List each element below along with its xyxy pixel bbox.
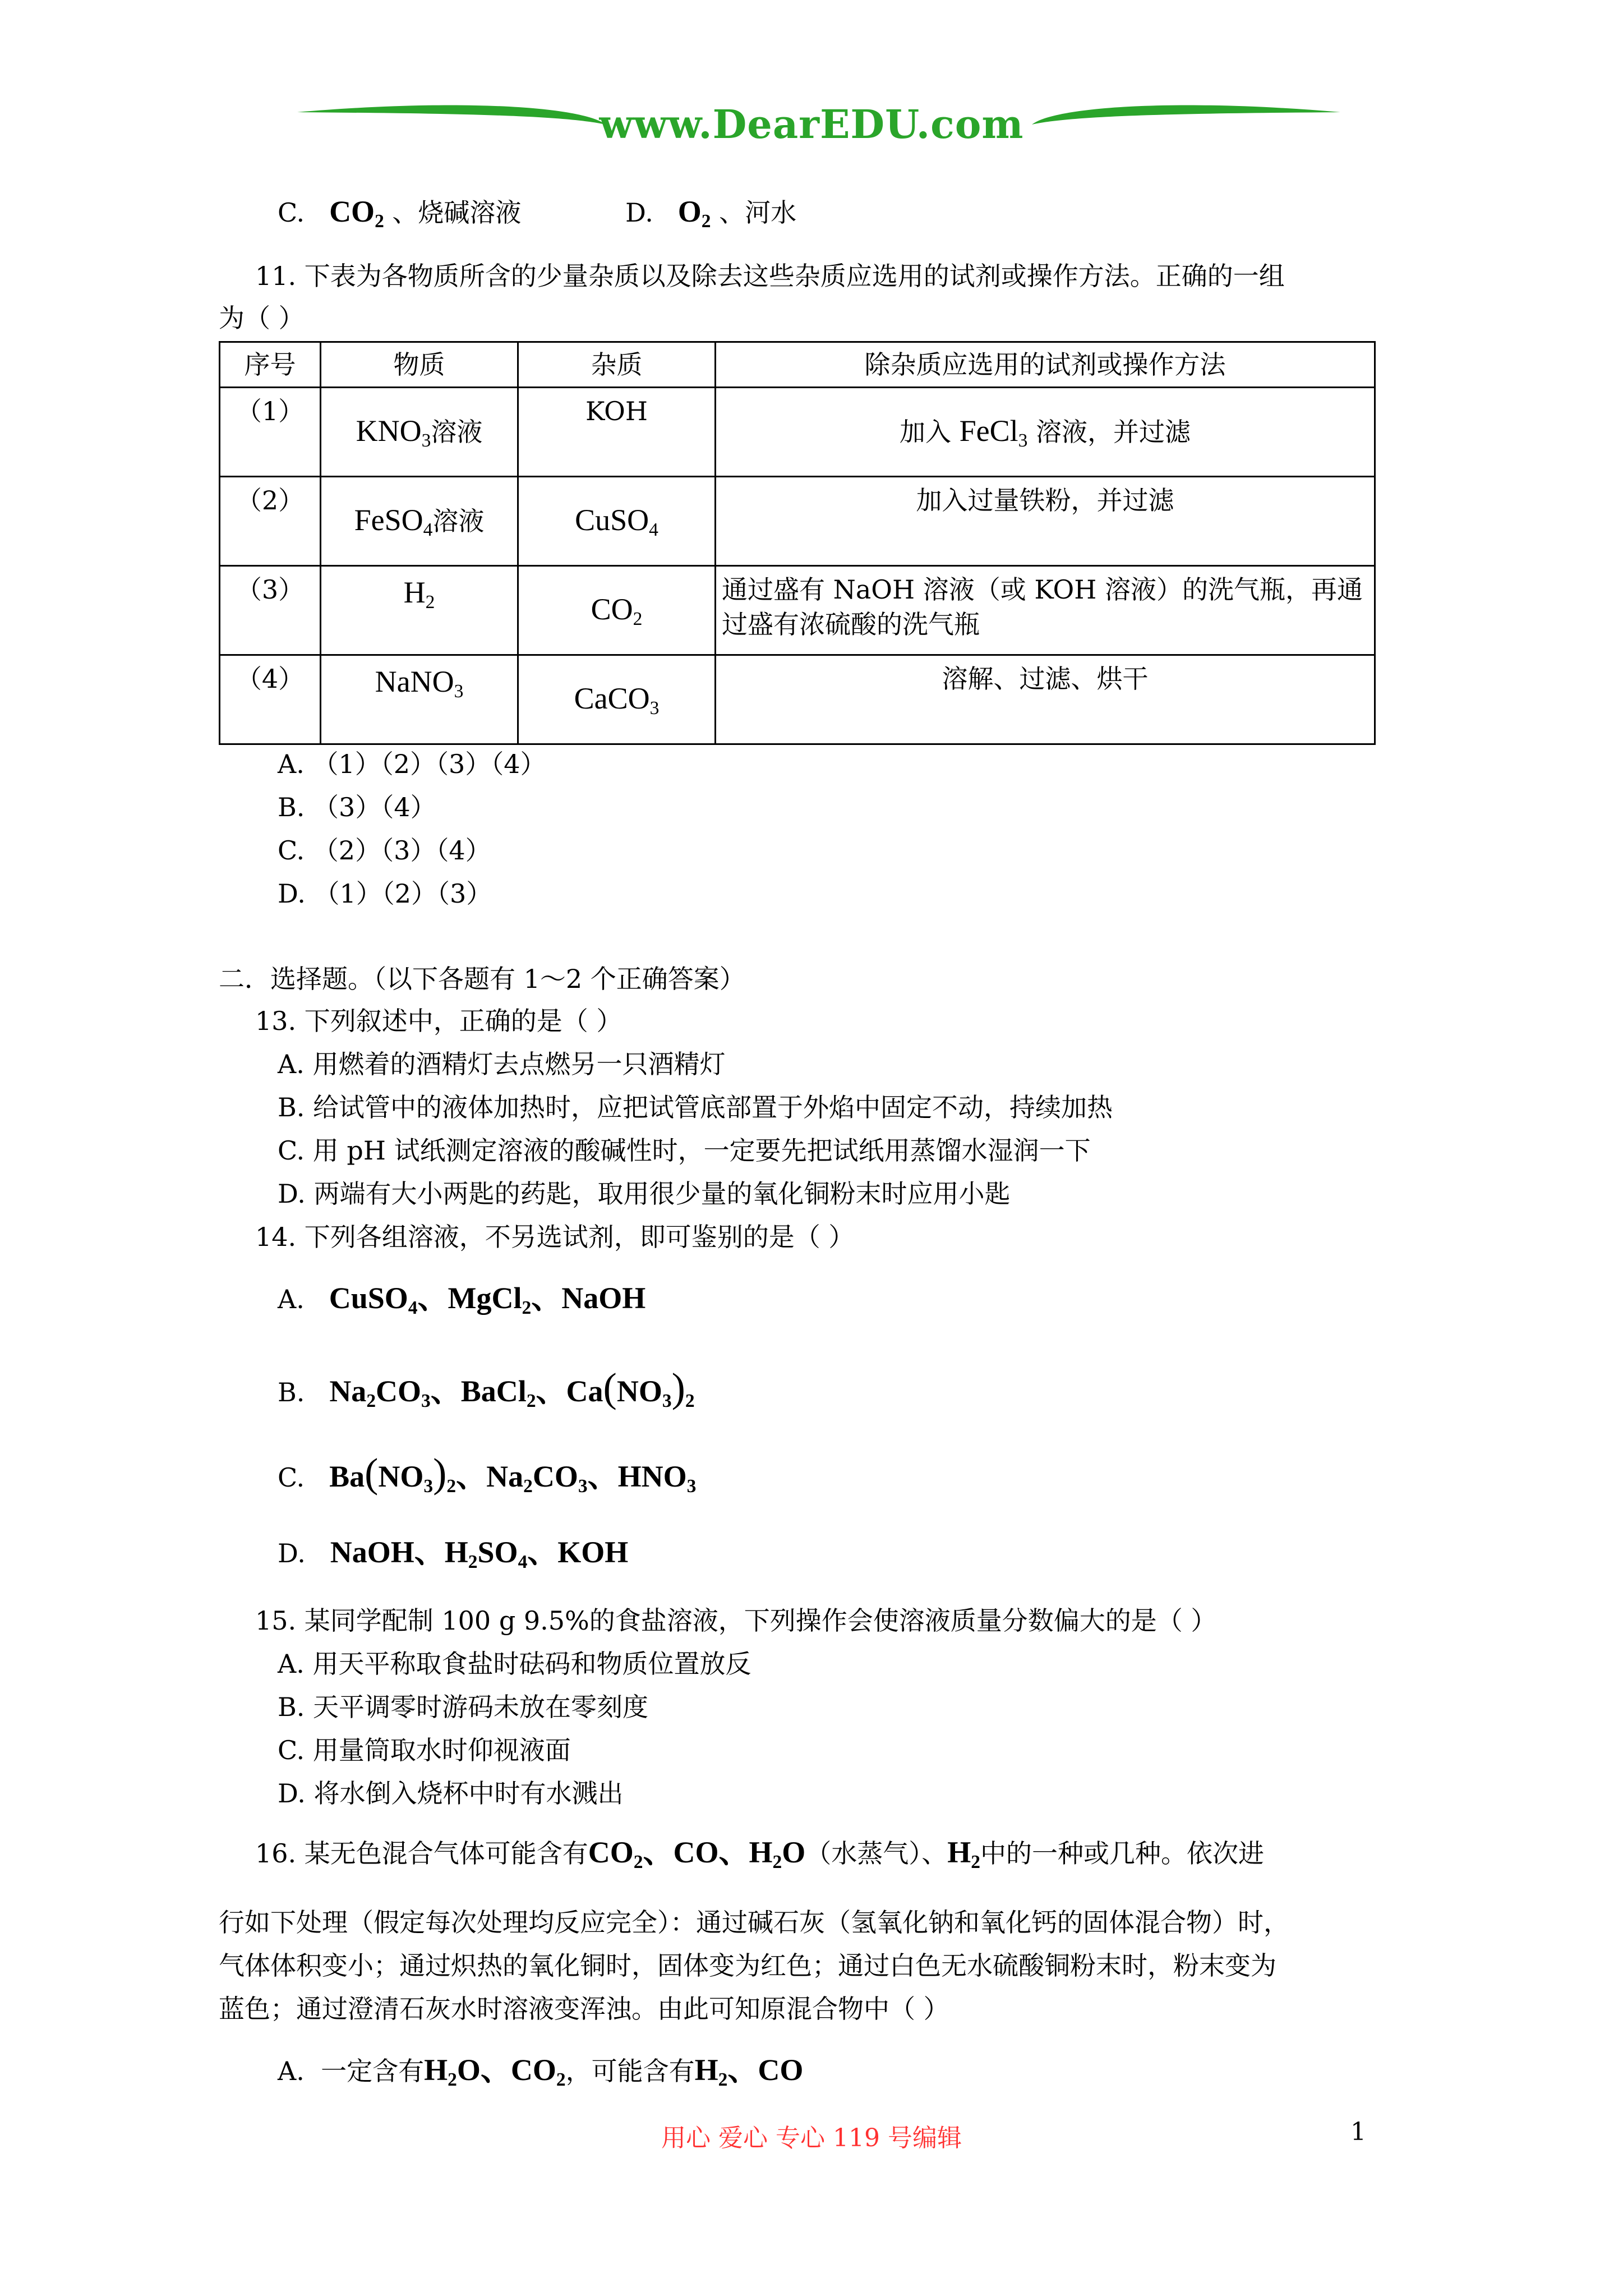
q14-stem: 14. 下列各组溶液，不另选试剂，即可鉴别的是（ ） xyxy=(255,1222,855,1252)
q13-option-d: D. 两端有大小两匙的药匙，取用很少量的氧化铜粉末时应用小匙 xyxy=(278,1179,1011,1209)
row-method: 加入 FeCl$_3$ 溶液，并过滤 xyxy=(716,388,1375,477)
table-header-row xyxy=(220,342,1375,388)
q10-option-d: D. $O_2$ 、河水 xyxy=(625,195,797,232)
q13-option-c: C. 用 pH 试纸测定溶液的酸碱性时，一定要先把试纸用蒸馏水湿润一下 xyxy=(278,1135,1091,1166)
q11-option-c: C. （2）（3）（4） xyxy=(278,835,491,866)
q11-option-d: D. （1）（2）（3） xyxy=(278,878,492,909)
row-impurity: CuSO$_4$ xyxy=(518,477,716,566)
q16-option-a: A. 一定含有$H_2O$、$CO_2$，可能含有$H_2$、CO xyxy=(278,2053,804,2091)
row-substance: FeSO$_4$溶液 xyxy=(321,477,518,566)
q14-option-c: C. $Ba(NO_3)_2$、$Na_2CO_3$、$HNO_3$ xyxy=(278,1450,697,1497)
row-substance: $H_2$ xyxy=(321,566,518,655)
table-row xyxy=(220,655,1375,744)
q15-option-d: D. 将水倒入烧杯中时有水溅出 xyxy=(278,1778,624,1809)
q16-line2: 行如下处理（假定每次处理均反应完全）：通过碱石灰（氢氧化钠和氧化钙的固体混合物）时， xyxy=(219,1907,1289,1938)
q11-stem-line2: 为（ ） xyxy=(219,303,305,333)
q10-option-c: C. $CO_2$ 、烧碱溶液 xyxy=(278,195,522,232)
q15-option-c: C. 用量筒取水时仰视液面 xyxy=(278,1735,571,1765)
q13-stem: 13. 下列叙述中，正确的是（ ） xyxy=(255,1006,623,1036)
q15-option-b: B. 天平调零时游码未放在零刻度 xyxy=(278,1692,649,1722)
q14-option-b: B. $Na_2CO_3$、BaCl$_2$、$Ca(NO_3)_2$ xyxy=(278,1365,695,1412)
header-substance: 物质 xyxy=(321,342,518,388)
footer-text: 用心 爱心 专心 119 号编辑 xyxy=(661,2124,962,2152)
q13-option-a: A. 用燃着的酒精灯去点燃另一只酒精灯 xyxy=(278,1049,726,1079)
page-number: 1 xyxy=(1350,2118,1366,2146)
q11-option-a: A. （1）（2）（3）（4） xyxy=(278,749,546,779)
q13-option-b: B. 给试管中的液体加热时，应把试管底部置于外焰中固定不动，持续加热 xyxy=(278,1092,1113,1122)
table-row xyxy=(220,566,1375,655)
row-substance: NaNO$_3$ xyxy=(321,655,518,744)
row-number: （4） xyxy=(220,655,321,744)
row-impurity: CaCO$_3$ xyxy=(518,655,716,744)
row-number: （3） xyxy=(220,566,321,655)
q15-option-a: A. 用天平称取食盐时砝码和物质位置放反 xyxy=(278,1649,751,1679)
q16-stem-line1: 16. 某无色混合气体可能含有$CO_2$、CO、$H_2O$（水蒸气）、$H_2$中的一种或几种。依次进 xyxy=(255,1835,1265,1873)
q14-option-d: D. NaOH、$H_2SO_4$、KOH xyxy=(278,1535,629,1573)
section-heading: 二．选择题。（以下各题有 1～2 个正确答案） xyxy=(219,964,745,994)
q16-line4: 蓝色；通过澄清石灰水时溶液变浑浊。由此可知原混合物中（ ） xyxy=(219,1994,949,2024)
q15-stem: 15. 某同学配制 100 g 9.5%的食盐溶液，下列操作会使溶液质量分数偏大的是（ ） xyxy=(255,1605,1217,1636)
header-impurity: 杂质 xyxy=(518,342,716,388)
row-impurity: $CO_2$ xyxy=(518,566,716,655)
row-number: （1） xyxy=(220,388,321,477)
row-impurity: KOH xyxy=(518,388,716,477)
table-row xyxy=(220,388,1375,477)
row-number: （2） xyxy=(220,477,321,566)
site-title: www.DearEDU.com xyxy=(599,101,1024,148)
q16-line3: 气体体积变小；通过炽热的氧化铜时，固体变为红色；通过白色无水硫酸铜粉末时，粉末变为 xyxy=(219,1950,1276,1981)
q11-stem-line1: 11. 下表为各物质所含的少量杂质以及除去这些杂质应选用的试剂或操作方法。正确的一组 xyxy=(255,261,1285,291)
header-number: 序号 xyxy=(220,342,321,388)
table-row xyxy=(220,477,1375,566)
row-method: 溶解、过滤、烘干 xyxy=(716,655,1375,744)
row-method: 加入过量铁粉，并过滤 xyxy=(716,477,1375,566)
row-substance: $KNO_3$溶液 xyxy=(321,388,518,477)
q14-option-a: A. CuSO$_4$、MgCl$_2$、NaOH xyxy=(278,1281,646,1319)
q11-option-b: B. （3）（4） xyxy=(278,792,436,822)
q11-table xyxy=(219,341,1376,745)
header-method: 除杂质应选用的试剂或操作方法 xyxy=(716,342,1375,388)
row-method: 通过盛有 NaOH 溶液（或 KOH 溶液）的洗气瓶，再通过盛有浓硫酸的洗气瓶 xyxy=(716,566,1375,655)
